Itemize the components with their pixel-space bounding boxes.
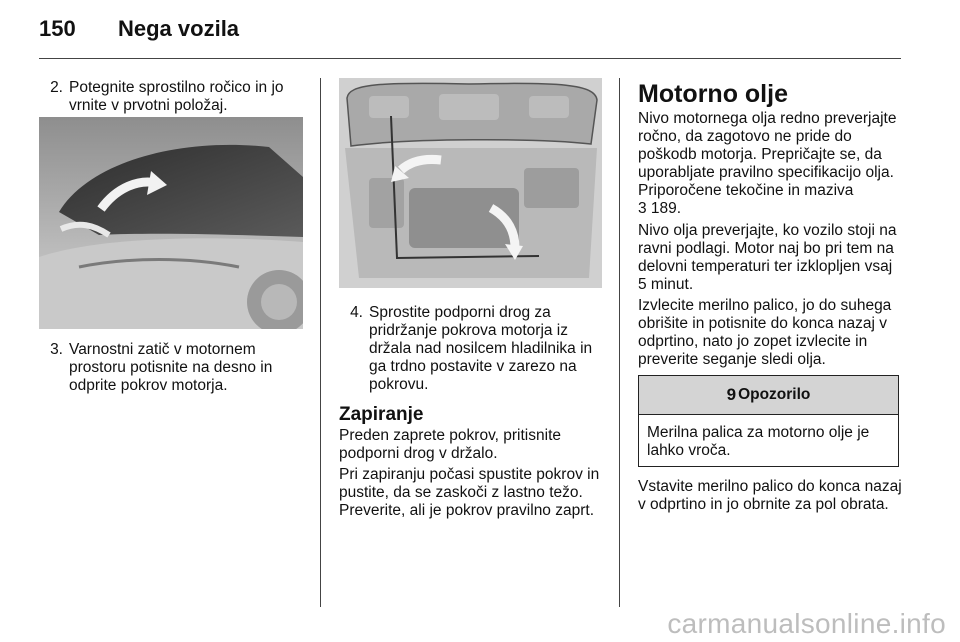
oil-paragraph-1-text: Nivo motornega olja redno preverjajte ročno, da zagotovo ne pride do poškodb motorja. Prepričajte se, da uporabljate pravilno specifikacijo olja. Priporočene tekočine in maziva [638, 110, 897, 199]
closing-paragraph-2: Pri zapiranju počasi spustite pokrov in pustite, da se zaskoči z lastno težo. Preverite, ali je pokrov pravilno zaprt. [339, 466, 600, 519]
step-text: Potegnite sprostilno ročico in jo vrnite v prvotni položaj. [69, 79, 284, 114]
step-text: Sprostite podporni drog za pridržanje pokrova motorja iz držala nad nosilcem hladilnika in ga trdno postavite v zarezo na pokrovu. [369, 304, 593, 393]
closing-paragraph-1: Preden zaprete pokrov, pritisnite podporni drog v držalo. [339, 427, 561, 462]
oil-paragraph-3: Izvlecite merilno palico, jo do suhega obrišite in potisnite do konca nazaj v odprtino, nato jo zopet izvlecite in preverite seganje sledi olja. [638, 297, 892, 368]
warning-title: Opozorilo [738, 386, 811, 403]
column-divider [320, 78, 321, 607]
closing-heading: Zapiranje [339, 404, 424, 425]
page-title: Nega vozila [118, 16, 240, 41]
page-number: 150 [39, 16, 76, 41]
step-text: Varnostni zatič v motornem prostoru potisnite na desno in odprite pokrov motorja. [69, 341, 273, 394]
watermark: carmanualsonline.info [667, 608, 946, 639]
warning-icon: 9 [726, 385, 737, 404]
oil-paragraph-4: Vstavite merilno palico do konca nazaj v odprtino in jo obrnite za pol obrata. [638, 478, 902, 513]
oil-paragraph-2: Nivo olja preverjajte, ko vozilo stoji na ravni podlagi. Motor naj bo pri tem na delovni temperaturi ter izklopljen vsaj 5 minut. [638, 222, 897, 293]
page-reference: 3 189. [638, 200, 682, 217]
step-number: 4. [350, 304, 363, 321]
warning-text: Merilna palica za motorno olje je lahko vroča. [647, 424, 870, 459]
step-2 [39, 79, 301, 115]
engine-bay-support-rod-image [339, 78, 602, 288]
header-rule [39, 58, 901, 59]
warning-box [638, 375, 899, 467]
warning-header [639, 376, 898, 415]
step-number: 2. [50, 79, 63, 96]
step-4 [339, 304, 604, 394]
car-hood-release-image [39, 117, 303, 329]
section-heading: Motorno olje [638, 80, 788, 108]
oil-paragraph-1 [638, 110, 904, 218]
step-number: 3. [50, 341, 63, 358]
step-3 [39, 341, 301, 395]
column-divider [619, 78, 620, 607]
